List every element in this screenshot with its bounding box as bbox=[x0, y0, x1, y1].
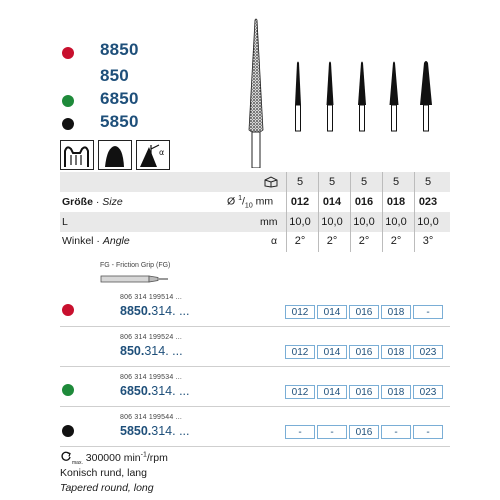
order-code-5850[interactable]: 5850.314. ... bbox=[120, 424, 190, 438]
row-divider bbox=[60, 446, 450, 447]
order-code-6850[interactable]: 6850.314. ... bbox=[120, 384, 190, 398]
product-code-6850: 6850 bbox=[100, 89, 139, 108]
order-size-box[interactable]: 016 bbox=[349, 305, 379, 319]
order-dot-6850 bbox=[62, 384, 74, 396]
bur-silhouette-018 bbox=[390, 62, 399, 132]
order-ref-number: 806 314 199534 ... bbox=[120, 374, 182, 381]
product-dot-5850 bbox=[62, 118, 74, 130]
order-size-box[interactable]: 016 bbox=[349, 345, 379, 359]
order-size-box[interactable]: 018 bbox=[381, 345, 411, 359]
size-value: 023 bbox=[418, 196, 438, 208]
application-icons bbox=[60, 140, 170, 170]
length-value: 10,0 bbox=[353, 216, 375, 228]
length-value: 10,0 bbox=[385, 216, 407, 228]
shank-type-label: FG - Friction Grip (FG) bbox=[100, 262, 171, 269]
size-value: 014 bbox=[322, 196, 342, 208]
bur-silhouette-014 bbox=[327, 62, 334, 132]
angle-unit: α bbox=[271, 235, 278, 247]
order-size-box[interactable]: - bbox=[317, 425, 347, 439]
size-row: Größe · Size Ø $^1/_{10}$ mm 012 014 016 018 023 bbox=[60, 192, 450, 212]
angle-value: 2° bbox=[294, 235, 306, 247]
size-value: 018 bbox=[386, 196, 406, 208]
row-divider bbox=[60, 326, 450, 327]
size-label-en: Size bbox=[102, 196, 123, 208]
size-value: 012 bbox=[290, 196, 310, 208]
rotation-icon bbox=[60, 451, 72, 462]
tooth-crown-prep-icon bbox=[60, 140, 94, 170]
bur-silhouette-016 bbox=[358, 62, 366, 132]
dome-shape-icon bbox=[98, 140, 132, 170]
product-code-8850: 8850 bbox=[100, 40, 139, 59]
order-code-850[interactable]: 850.314. ... bbox=[120, 344, 183, 358]
order-size-box[interactable]: 018 bbox=[381, 385, 411, 399]
angle-row: Winkel · Angle α 2° 2° 2° 2° 3° bbox=[60, 231, 450, 251]
product-code-850: 850 bbox=[100, 66, 129, 85]
order-size-box[interactable]: - bbox=[413, 305, 443, 319]
product-dot-6850 bbox=[62, 95, 74, 107]
order-size-box[interactable]: 014 bbox=[317, 385, 347, 399]
length-row bbox=[60, 212, 450, 232]
length-unit: mm bbox=[260, 216, 278, 228]
order-size-box[interactable]: 023 bbox=[413, 345, 443, 359]
order-size-box[interactable]: 012 bbox=[285, 345, 315, 359]
shape-description-en: Tapered round, long bbox=[60, 482, 154, 494]
bur-silhouette-023 bbox=[420, 61, 432, 131]
column-divider bbox=[414, 172, 415, 252]
pack-row bbox=[60, 172, 450, 192]
pack-value: 5 bbox=[424, 176, 432, 188]
angle-label-en: Angle bbox=[102, 235, 130, 247]
product-code-5850: 5850 bbox=[100, 112, 139, 131]
order-size-box[interactable]: 012 bbox=[285, 385, 315, 399]
product-dot-8850 bbox=[62, 47, 74, 59]
size-label: Größe bbox=[62, 196, 93, 208]
order-code-8850[interactable]: 8850.314. ... bbox=[120, 304, 190, 318]
order-size-box[interactable]: 014 bbox=[317, 305, 347, 319]
order-size-box[interactable]: - bbox=[413, 425, 443, 439]
angle-label: Winkel bbox=[62, 235, 94, 247]
pack-value: 5 bbox=[328, 176, 336, 188]
fg-shank-illustration bbox=[100, 272, 170, 286]
bur-silhouettes bbox=[280, 55, 440, 135]
row-divider bbox=[60, 406, 450, 407]
order-size-box[interactable]: 016 bbox=[349, 425, 379, 439]
angle-value: 3° bbox=[422, 235, 434, 247]
column-divider bbox=[382, 172, 383, 252]
order-size-box[interactable]: 014 bbox=[317, 345, 347, 359]
pack-value: 5 bbox=[392, 176, 400, 188]
length-value: 10,0 bbox=[289, 216, 311, 228]
taper-angle-icon bbox=[136, 140, 170, 170]
diamond-bur-illustration bbox=[238, 18, 274, 168]
order-ref-number: 806 314 199514 ... bbox=[120, 294, 182, 301]
speed-info: $_{max.}$ 300000 $\min^{-1}$/rpm bbox=[60, 451, 168, 466]
pack-value: 5 bbox=[360, 176, 368, 188]
size-unit: Ø $^1/_{10}$ mm bbox=[227, 194, 274, 210]
order-size-box[interactable]: 016 bbox=[349, 385, 379, 399]
order-ref-number: 806 314 199544 ... bbox=[120, 414, 182, 421]
column-divider bbox=[350, 172, 351, 252]
svg-text:α: α bbox=[159, 148, 165, 157]
order-size-box[interactable]: - bbox=[285, 425, 315, 439]
length-value: 10,0 bbox=[321, 216, 343, 228]
length-value: 10,0 bbox=[417, 216, 439, 228]
order-size-box[interactable]: - bbox=[381, 425, 411, 439]
bur-silhouette-012 bbox=[295, 62, 301, 132]
row-divider bbox=[60, 366, 450, 367]
order-ref-number: 806 314 199524 ... bbox=[120, 334, 182, 341]
order-size-box[interactable]: 018 bbox=[381, 305, 411, 319]
column-divider bbox=[318, 172, 319, 252]
package-icon bbox=[264, 176, 278, 188]
size-value: 016 bbox=[354, 196, 374, 208]
pack-value: 5 bbox=[296, 176, 304, 188]
angle-value: 2° bbox=[358, 235, 370, 247]
order-dot-8850 bbox=[62, 304, 74, 316]
order-dot-5850 bbox=[62, 425, 74, 437]
angle-value: 2° bbox=[326, 235, 338, 247]
angle-value: 2° bbox=[390, 235, 402, 247]
column-divider bbox=[286, 172, 287, 252]
order-size-box[interactable]: 023 bbox=[413, 385, 443, 399]
length-label: L bbox=[62, 216, 68, 228]
order-size-box[interactable]: 012 bbox=[285, 305, 315, 319]
shape-description-de: Konisch rund, lang bbox=[60, 467, 147, 479]
